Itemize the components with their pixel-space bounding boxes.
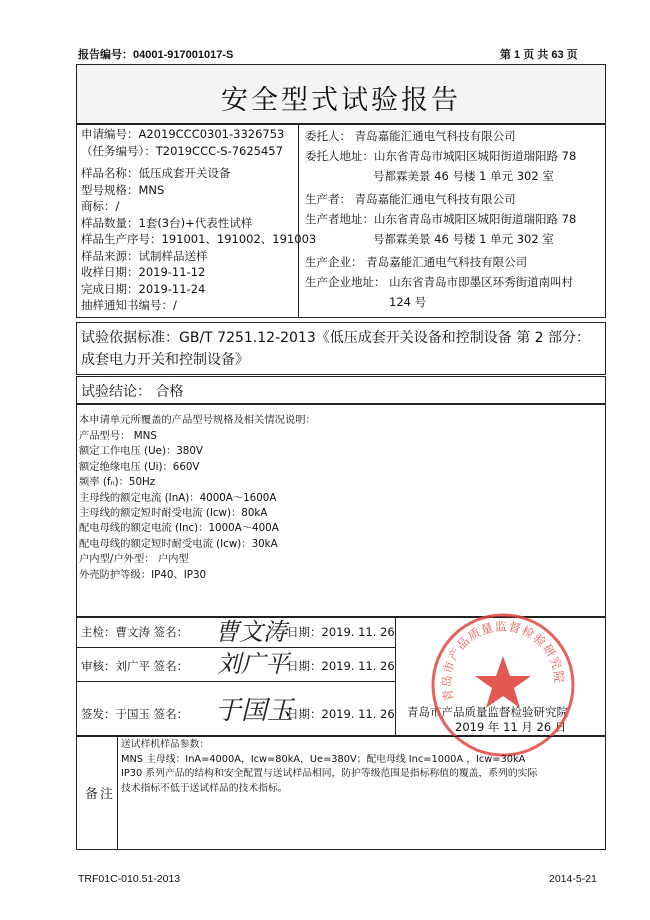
model-spec: 型号规格：MNS — [81, 182, 165, 197]
seal-text: 青岛市产品质量监督检验研究院 — [439, 619, 567, 703]
page-info: 第 1 页 共 63 页 — [500, 49, 578, 61]
product-model: 产品型号： MNS — [79, 430, 157, 442]
producer: 生产者： 青岛嘉能汇通电气科技有限公司 — [305, 192, 516, 206]
issuer-signature: 于国玉 — [215, 696, 294, 726]
distribution-busbar-withstand: 配电母线的额定短时耐受电流 (Icw)：30kA — [79, 537, 278, 550]
sampling-notice-number: 抽样通知书编号：/ — [81, 298, 177, 312]
form-code: TRF01C-010.51-2013 — [78, 873, 181, 885]
issuer-label: 签发：于国玉 签名： — [81, 707, 189, 721]
seal-star-icon — [475, 656, 531, 708]
frequency: 频率 (fₙ)：50Hz — [79, 476, 156, 489]
completion-date: 完成日期：2019-11-24 — [81, 281, 206, 296]
report-number: 报告编号：04001-917001017-S — [78, 49, 234, 61]
inspector-date: 日期：2019. 11. 26 — [287, 625, 395, 639]
sample-source: 样品来源：试制样品送样 — [81, 248, 208, 263]
inspector-label: 主检：曹文涛 签名： — [81, 625, 189, 639]
remarks-line: MNS 主母线：InA=4000A，Icw=80kA，Ue=380V；配电母线 Inc=1000A ，Icw=30kA — [121, 753, 526, 765]
client-info-list — [305, 126, 576, 312]
insulation-voltage: 额定绝缘电压 (Ui)：660V — [79, 460, 200, 473]
distribution-busbar-current: 配电母线的额定电流 (Inc)：1000A～400A — [79, 522, 279, 535]
remarks-line: IP30 系列产品的结构和安全配置与送试样品相同，防护等级范围是指标称值的覆盖，系列的实际 — [121, 768, 538, 780]
institute-date: 2019 年 11 月 26 日 — [455, 720, 567, 734]
rated-voltage: 额定工作电压 (Ue)：380V — [79, 445, 203, 458]
producer-address: 生产者地址：山东省青岛市城阳区城阳街道瑞阳路 78 — [305, 212, 577, 226]
reviewer-label: 审核：刘广平 签名： — [81, 659, 189, 673]
indoor-outdoor-type: 户内型/户外型： 户内型 — [79, 553, 189, 566]
reviewer-signature: 刘广平 — [217, 650, 289, 678]
reviewer-date: 日期：2019. 11. 26 — [287, 659, 395, 673]
trademark: 商标：/ — [81, 199, 120, 213]
client-address: 委托人地址：山东省青岛市城阳区城阳街道瑞阳路 78 — [305, 149, 577, 163]
info-box — [76, 124, 606, 318]
remarks-content — [121, 738, 537, 796]
form-date: 2014-5-21 — [549, 873, 597, 885]
test-standard: 试验依据标准：GB/T 7251.12-2013《低压成套开关设备和控制设备 第 2 部分： 成套电力开关和控制设备》 — [81, 330, 591, 368]
remarks-line: 送试样机样品参数： — [121, 739, 210, 750]
coverage-intro: 本申请单元所覆盖的产品型号规格及相关情况说明： — [79, 414, 316, 426]
sample-info-list — [81, 126, 316, 314]
title-box — [76, 64, 606, 124]
sample-serial: 样品生产序号：191001、191002、191003 — [81, 232, 317, 246]
remarks-line: 技术指标不低于送试样品的技术指标。 — [121, 782, 288, 794]
client: 委托人： 青岛嘉能汇通电气科技有限公司 — [305, 129, 516, 143]
factory: 生产企业： 青岛嘉能汇通电气科技有限公司 — [305, 255, 528, 269]
page-title: 安全型式试验报告 — [221, 85, 461, 116]
main-busbar-current: 主母线的额定电流 (InA)：4000A～1600A — [79, 491, 277, 504]
task-number: （任务编号）：T2019CCC-S-7625457 — [81, 143, 283, 158]
factory-address: 生产企业地址： 山东省青岛市即墨区环秀街道南叫村 — [305, 275, 574, 289]
remarks-box — [76, 736, 606, 850]
test-conclusion: 试验结论： 合格 — [81, 384, 184, 400]
client-address-cont: 号都霖美景 46 号楼 1 单元 302 室 — [373, 169, 554, 183]
issuer-date: 日期：2019. 11. 26 — [287, 707, 395, 721]
sample-quantity: 样品数量：1套(3台)+代表性试样 — [81, 215, 253, 230]
remarks-label: 备注 — [85, 787, 116, 802]
institute-name: 青岛市产品质量监督检验研究院 — [407, 705, 568, 719]
inspector-signature: 曹文涛 — [215, 618, 287, 646]
received-date: 收样日期：2019-11-12 — [81, 265, 206, 279]
coverage-list — [79, 411, 316, 583]
main-busbar-withstand: 主母线的额定短时耐受电流 (Icw)：80kA — [79, 507, 268, 520]
conclusion-box — [76, 376, 606, 404]
coverage-box — [76, 404, 606, 617]
standard-box — [76, 322, 606, 375]
enclosure-protection: 外壳防护等级：IP40、IP30 — [79, 568, 207, 581]
application-number: 申请编号：A2019CCC0301-3326753 — [81, 127, 285, 141]
sample-name: 样品名称：低压成套开关设备 — [81, 166, 231, 180]
producer-address-cont: 号都霖美景 46 号楼 1 单元 302 室 — [373, 232, 554, 246]
factory-address-cont: 124 号 — [389, 295, 427, 309]
